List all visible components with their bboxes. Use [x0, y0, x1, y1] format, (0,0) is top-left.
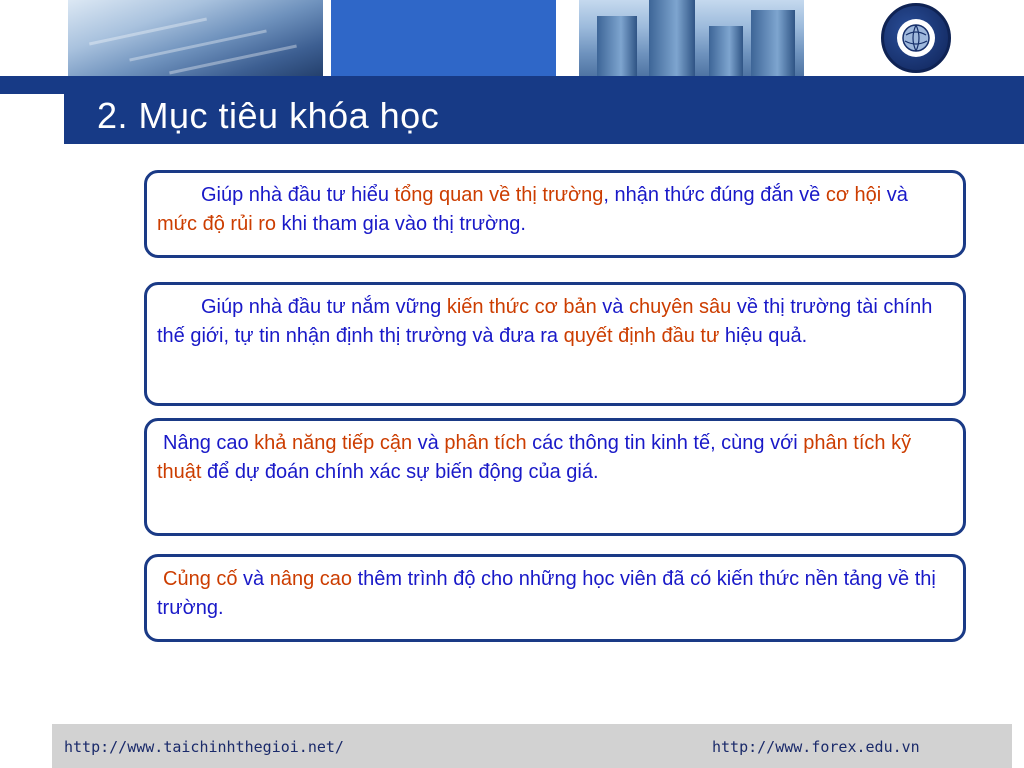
box-text-segment: về thị trường tài chính thế giới, tự tin nhận định thị trường và đưa ra — [157, 296, 933, 347]
box-text-segment: các thông tin kinh tế, cùng với — [526, 432, 804, 454]
box-text-segment: Nâng cao — [163, 432, 255, 454]
page-title: 2. Mục tiêu khóa học — [97, 95, 440, 136]
box-text-segment: thêm trình độ cho những học viên đã có kiến thức nền tảng về thị trường. — [157, 568, 936, 619]
box-highlight-segment: mức độ rủi ro — [157, 213, 276, 235]
globe-seal-icon — [881, 3, 951, 73]
box-text-segment: Giúp nhà đầu tư nắm vững — [201, 296, 447, 318]
box-highlight-segment: khả năng tiếp cận — [254, 432, 413, 454]
box-highlight-segment: Củng cố — [163, 568, 238, 590]
box-highlight-segment: kiến thức cơ bản — [446, 296, 597, 318]
box-highlight-segment: tổng quan về thị trường — [394, 184, 604, 206]
header-blue-panel — [331, 0, 556, 76]
box-highlight-segment: phân tích kỹ thuật — [157, 432, 912, 483]
box-text-segment: để dự đoán chính xác sự biến động của giá. — [201, 461, 599, 483]
box-highlight-segment: nâng cao — [269, 568, 353, 590]
box-text-segment: và — [412, 432, 445, 454]
objective-box-2 — [144, 282, 966, 406]
objective-box-3 — [144, 418, 966, 536]
box-text-segment: khi tham gia vào thị trường. — [275, 213, 526, 235]
objective-box-4 — [144, 554, 966, 642]
box-text-segment: Giúp nhà đầu tư hiểu — [201, 184, 395, 206]
box-highlight-segment: cơ hội — [825, 184, 882, 206]
footer-link-taichinhthegioi[interactable]: http://www.taichinhthegioi.net/ — [64, 738, 344, 756]
box-text-segment: và — [237, 568, 270, 590]
objective-box-1 — [144, 170, 966, 258]
box-text-segment: , nhận thức đúng đắn về — [603, 184, 826, 206]
footer-link-forex[interactable]: http://www.forex.edu.vn — [712, 738, 920, 756]
box-highlight-segment: chuyên sâu — [628, 296, 732, 318]
box-text-segment: hiệu quả. — [719, 325, 808, 347]
box-text-segment: và — [596, 296, 629, 318]
box-highlight-segment: phân tích — [444, 432, 527, 454]
header-photo-keyboard — [68, 0, 323, 76]
header-photo-buildings — [579, 0, 804, 76]
site-logo[interactable] — [862, 2, 970, 74]
box-text-segment: và — [881, 184, 908, 206]
box-highlight-segment: quyết định đầu tư — [563, 325, 720, 347]
globe-icon — [897, 19, 935, 57]
title-bar-notch — [0, 94, 64, 144]
